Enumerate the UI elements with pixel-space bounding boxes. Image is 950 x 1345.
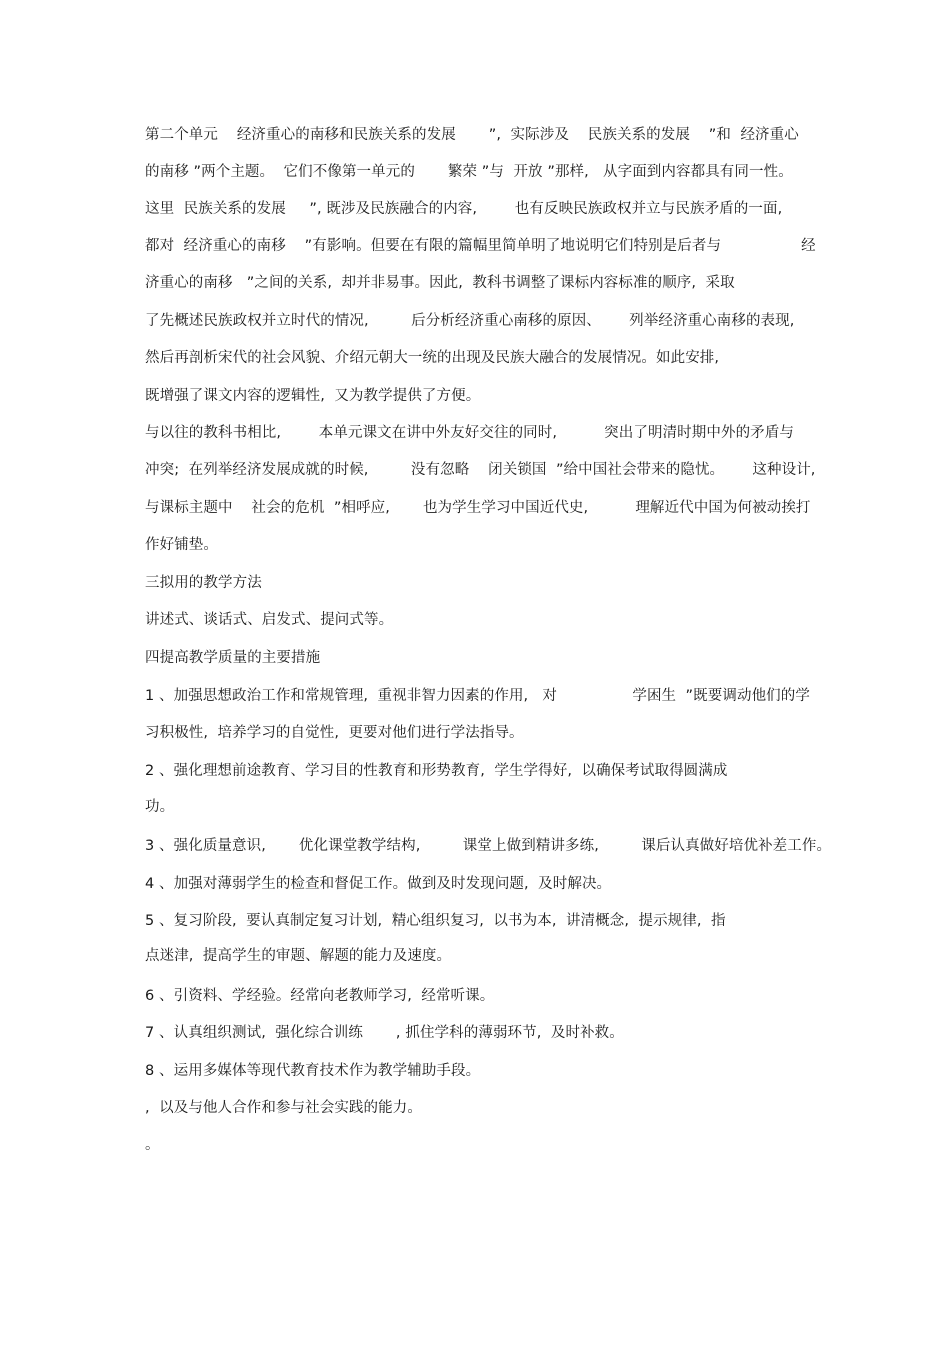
list-item: 7 、认真组织测试, 强化综合训练 , 抓住学科的薄弱环节, 及时补救。 <box>145 1025 624 1041</box>
text-line: , 以及与他人合作和参与社会实践的能力。 <box>145 1100 422 1116</box>
text-line: 习积极性, 培养学习的自觉性, 更要对他们进行学法指导。 <box>145 725 524 741</box>
text-line: 了先概述民族政权并立时代的情况, 后分析经济重心南移的原因、 列举经济重心南移的表现, <box>145 313 795 329</box>
list-item: 3 、强化质量意识, 优化课堂教学结构, 课堂上做到精讲多练, 课后认真做好培优补差工作。 <box>145 838 832 854</box>
text-line: 功。 <box>145 799 175 815</box>
text-line: 作好铺垫。 <box>145 537 218 553</box>
text-line: 都对 经济重心的南移 ”有影响。但要在有限的篇幅里简单明了地说明它们特别是后者与 经 <box>145 238 816 254</box>
text-line: 冲突; 在列举经济发展成就的时候, 没有忽略 闭关锁国 ”给中国社会带来的隐忧。 这种设计, <box>145 462 816 478</box>
text-line: 与课标主题中 社会的危机 ”相呼应, 也为学生学习中国近代史, 理解近代中国为何被动挨打 <box>145 500 811 516</box>
section-heading: 三拟用的教学方法 <box>145 575 262 591</box>
text-line: 。 <box>145 1137 160 1153</box>
text-line: 这里 民族关系的发展 ”, 既涉及民族融合的内容, 也有反映民族政权并立与民族矛盾的一面, <box>145 201 783 217</box>
text-line: 第二个单元 经济重心的南移和民族关系的发展 ”, 实际涉及 民族关系的发展 ”和 经济重心 <box>145 127 799 143</box>
text-line: 讲述式、谈话式、启发式、提问式等。 <box>145 612 394 628</box>
section-heading: 四提高教学质量的主要措施 <box>145 650 321 666</box>
list-item: 5 、复习阶段, 要认真制定复习计划, 精心组织复习, 以书为本, 讲清概念, 提示规律, 指 <box>145 913 726 929</box>
text-line: 与以往的教科书相比, 本单元课文在讲中外友好交往的同时, 突出了明清时期中外的矛盾与 <box>145 425 794 441</box>
text-line: 然后再剖析宋代的社会风貌、介绍元朝大一统的出现及民族大融合的发展情况。如此安排, <box>145 350 720 366</box>
list-item: 2 、强化理想前途教育、学习目的性教育和形势教育, 学生学得好, 以确保考试取得圆满成 <box>145 763 728 779</box>
text-line: 既增强了课文内容的逻辑性, 又为教学提供了方便。 <box>145 388 481 404</box>
list-item: 1 、加强思想政治工作和常规管理, 重视非智力因素的作用, 对 学困生 ”既要调动他们的学 <box>145 688 810 704</box>
list-item: 8 、运用多媒体等现代教育技术作为教学辅助手段。 <box>145 1063 481 1079</box>
list-item: 4 、加强对薄弱学生的检查和督促工作。做到及时发现问题, 及时解决。 <box>145 876 612 892</box>
list-item: 6 、引资料、学经验。经常向老教师学习, 经常听课。 <box>145 988 495 1004</box>
text-line: 济重心的南移 ”之间的关系, 却并非易事。因此, 教科书调整了课标内容标准的顺序, 采取 <box>145 275 735 291</box>
text-line: 点迷津, 提高学生的审题、解题的能力及速度。 <box>145 948 452 964</box>
text-line: 的南移 ”两个主题。 它们不像第一单元的 繁荣 ”与 开放 ”那样, 从字面到内容都具有同一性。 <box>145 164 793 180</box>
